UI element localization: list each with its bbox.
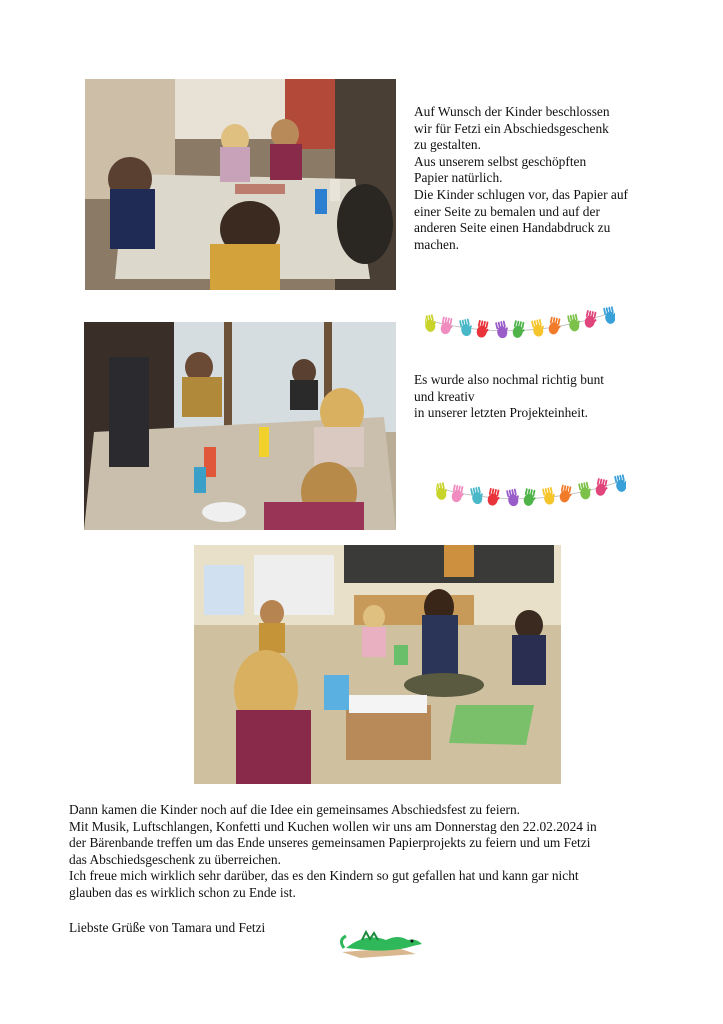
- dragon-drawing: [336, 926, 426, 960]
- handprint-icon: [436, 474, 626, 507]
- handprint: [425, 314, 438, 333]
- handprint: [523, 488, 538, 507]
- handprint: [436, 482, 449, 501]
- handprint-icon: [425, 306, 615, 339]
- photo-children-circle-floor: [194, 545, 561, 784]
- handprint: [614, 474, 626, 493]
- handprint-garland-icon: [425, 300, 615, 348]
- dragon-icon: [336, 926, 426, 960]
- handprint: [542, 486, 557, 505]
- handprint-garland-top: [425, 300, 615, 348]
- handprint: [603, 306, 615, 325]
- intro-paragraph: Auf Wunsch der Kinder beschlossen wir für Fetzi ein Abschiedsgeschenk zu gestalten. Aus unserem selbst geschöpften Papier natürlich. Die Kinder schlugen vor, das Papier auf einer Seite zu bemalen und auf der anderen Seite einen Handabdruck zu machen.: [414, 104, 629, 252]
- handprint: [595, 478, 610, 497]
- handprint-garland-icon: [436, 468, 626, 516]
- handprint: [512, 320, 527, 339]
- handprint: [495, 320, 510, 339]
- signature: Liebste Grüße von Tamara und Fetzi: [69, 920, 266, 935]
- middle-paragraph: Es wurde also nochmal richtig bunt und kreativ in unserer letzten Projekteinheit.: [414, 372, 605, 421]
- handprint: [476, 320, 491, 339]
- photo-children-painting-table: [85, 79, 396, 290]
- handprint-garland-bottom: [436, 468, 626, 516]
- closing-paragraph: Dann kamen die Kinder noch auf die Idee ein gemeinsames Abschiedsfest zu feiern. Mit Musik, Luftschlangen, Konfetti und Kuchen wollen wir uns am Donnerstag den 22.02.2024 in der Bärenbande treffen um das Ende unseres gemeinsamen Papierprojekts zu feiern und um Fetzi das Abschiedsgeschenk zu überreichen. Ich freue mich wirklich sehr darüber, das es den Kindern so gut gefallen hat und kann gar nicht glauben das es wirklich schon zu Ende ist.: [69, 802, 597, 900]
- handprint: [584, 310, 599, 329]
- handprint: [578, 481, 593, 500]
- handprint: [567, 313, 582, 332]
- handprint: [531, 318, 546, 337]
- handprint: [506, 488, 521, 507]
- photo-children-painting-window: [84, 322, 396, 530]
- handprint: [487, 488, 502, 507]
